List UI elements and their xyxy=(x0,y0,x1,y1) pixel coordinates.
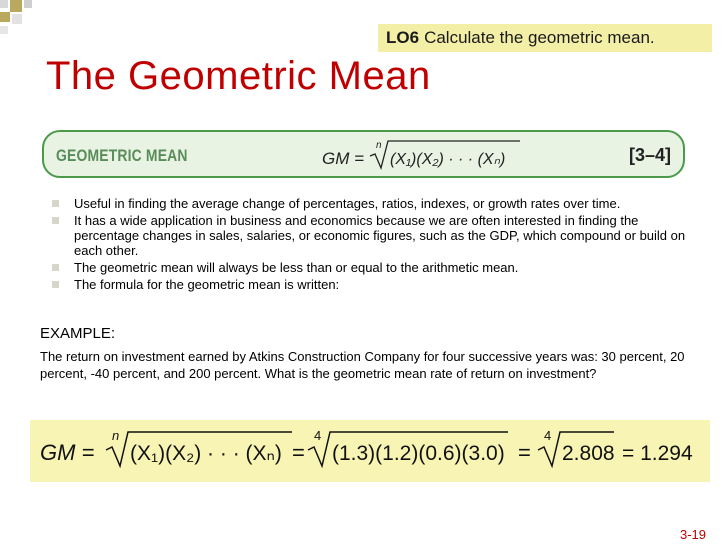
result-value: = 1.294 xyxy=(622,442,693,465)
bullet-icon xyxy=(52,264,59,271)
list-item: Useful in finding the average change of percentages, ratios, indexes, or growth rates over time. xyxy=(52,196,692,211)
worked-lhs: GM = xyxy=(40,440,95,465)
bullet-icon xyxy=(52,281,59,288)
root-4a: 4 xyxy=(314,428,322,443)
root-4b: 4 xyxy=(544,428,552,443)
page-title: The Geometric Mean xyxy=(46,54,431,98)
page-number: 3-19 xyxy=(679,527,706,542)
product-value: 2.808 xyxy=(562,442,615,465)
formula-factors: (X₁)(X₂) · · · (Xₙ) xyxy=(390,151,506,168)
bullet-list xyxy=(52,196,692,294)
list-item: The formula for the geometric mean is written: xyxy=(52,277,692,292)
worked-formula-svg xyxy=(30,420,710,482)
definition-label: GEOMETRIC MEAN xyxy=(56,146,188,165)
list-item: The geometric mean will always be less than or equal to the arithmetic mean. xyxy=(52,260,692,275)
equation-reference: [3–4] xyxy=(628,145,671,165)
lo-code: LO6 xyxy=(386,28,420,47)
corner-decoration xyxy=(24,0,32,8)
bullet-icon xyxy=(52,217,59,224)
general-factors: (X₁)(X₂) · · · (Xₙ) xyxy=(130,442,282,465)
corner-decoration xyxy=(12,14,22,24)
learning-objective-tag xyxy=(378,24,712,52)
root-index: n xyxy=(376,140,382,151)
numeric-factors: (1.3)(1.2)(0.6)(3.0) xyxy=(332,442,505,465)
equals-sign: = xyxy=(292,440,305,465)
bullet-icon xyxy=(52,200,59,207)
lo-text: Calculate the geometric mean. xyxy=(424,28,655,47)
list-item: It has a wide application in business and economics because we are often interested in finding the percentage changes in sales, salaries, or economic figures, such as the GDP, which compound or build on each other. xyxy=(52,213,692,258)
equals-sign: = xyxy=(518,440,531,465)
formula-lhs: GM = xyxy=(322,149,365,168)
root-n: n xyxy=(112,428,120,443)
worked-formula xyxy=(30,420,710,482)
corner-decoration xyxy=(10,0,22,12)
corner-decoration xyxy=(0,0,8,8)
example-text: The return on investment earned by Atkins Construction Company for four successive years was: 30 percent, 20 percent, -40 percent, and 200 percent. What is the geometric mean rate of return on investment? xyxy=(40,349,685,381)
definition-box xyxy=(42,130,685,178)
corner-decoration xyxy=(0,26,8,34)
definition-formula xyxy=(320,138,550,174)
example-heading: EXAMPLE: xyxy=(40,325,116,342)
corner-decoration xyxy=(0,12,10,22)
